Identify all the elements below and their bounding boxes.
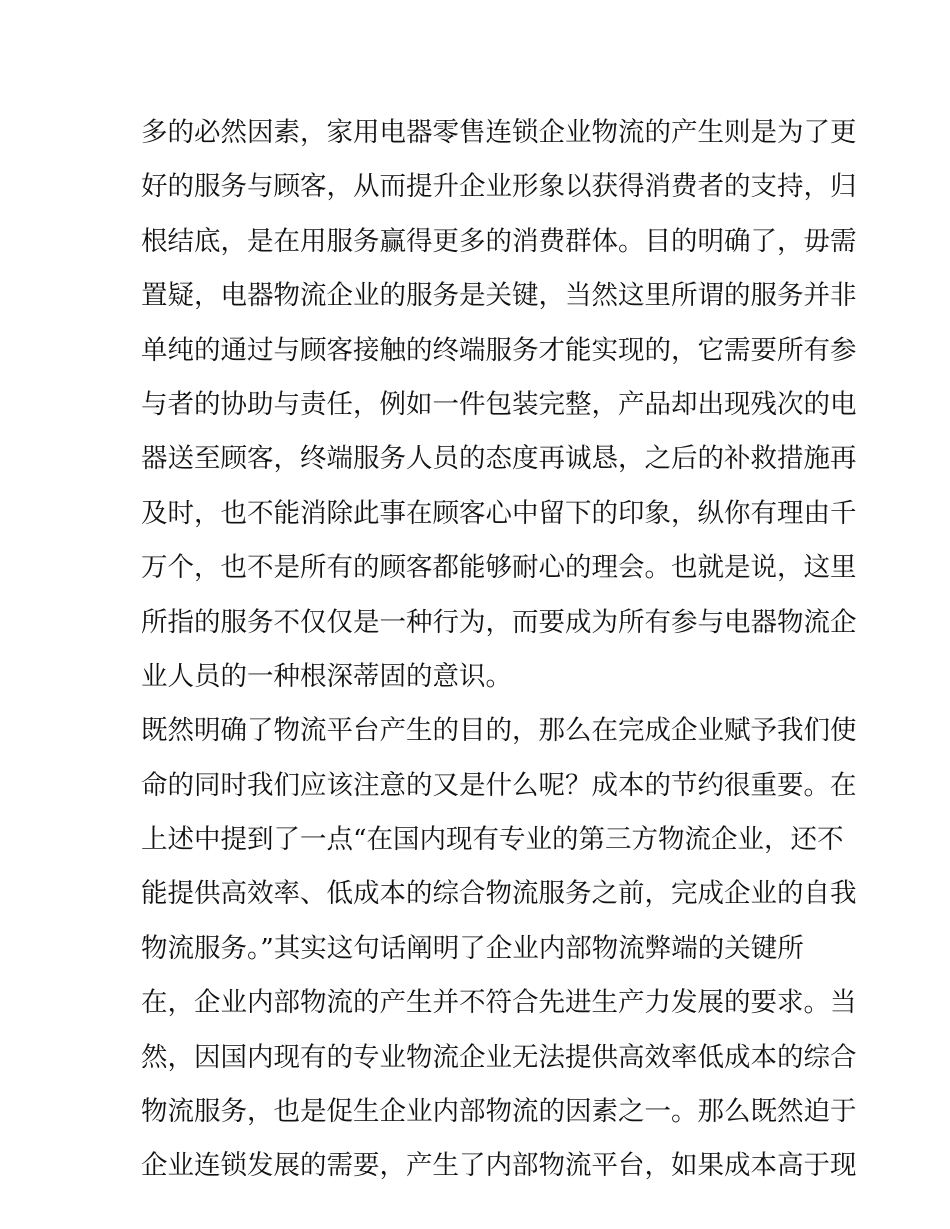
text-line: 企业连锁发展的需要，产生了内部物流平台，如果成本高于现 [141, 1150, 857, 1182]
text-line: 器送至顾客，终端服务人员的态度再诚恳，之后的补救措施再 [141, 443, 857, 475]
text-line: 及时，也不能消除此事在顾客心中留下的印象，纵你有理由千 [141, 497, 857, 529]
text-line: 多的必然因素，家用电器零售连锁企业物流的产生则是为了更 [141, 117, 857, 148]
text-line: 所指的服务不仅仅是一种行为，而要成为所有参与电器物流企 [141, 606, 857, 638]
text-line: 单纯的通过与顾客接触的终端服务才能实现的，它需要所有参 [141, 334, 857, 366]
text-line: 然，因国内现有的专业物流企业无法提供高效率低成本的综合 [141, 1041, 857, 1073]
text-line: 物流服务。”其实这句话阐明了企业内部物流弊端的关键所 [141, 932, 804, 964]
text-line: 既然明确了物流平台产生的目的，那么在完成企业赋予我们使 [141, 715, 857, 747]
text-line: 上述中提到了一点“在国内现有专业的第三方物流企业，还不 [141, 824, 844, 856]
text-line: 根结底，是在用服务赢得更多的消费群体。目的明确了，毋需 [141, 225, 857, 257]
text-line: 万个，也不是所有的顾客都能够耐心的理会。也就是说，这里 [141, 552, 857, 584]
text-line: 能提供高效率、低成本的综合物流服务之前，完成企业的自我 [141, 878, 857, 910]
text-line: 置疑，电器物流企业的服务是关键，当然这里所谓的服务并非 [141, 280, 857, 312]
text-line: 命的同时我们应该注意的又是什么呢？成本的节约很重要。在 [141, 769, 857, 801]
text-line: 好的服务与顾客，从而提升企业形象以获得消费者的支持，归 [141, 171, 857, 203]
text-line: 与者的协助与责任，例如一件包装完整，产品却出现残次的电 [141, 388, 857, 420]
text-line: 业人员的一种根深蒂固的意识。 [141, 660, 512, 692]
text-line: 物流服务，也是促生企业内部物流的因素之一。那么既然迫于 [141, 1096, 857, 1128]
text-line: 在，企业内部物流的产生并不符合先进生产力发展的要求。当 [141, 987, 857, 1019]
body-text [141, 106, 857, 1194]
